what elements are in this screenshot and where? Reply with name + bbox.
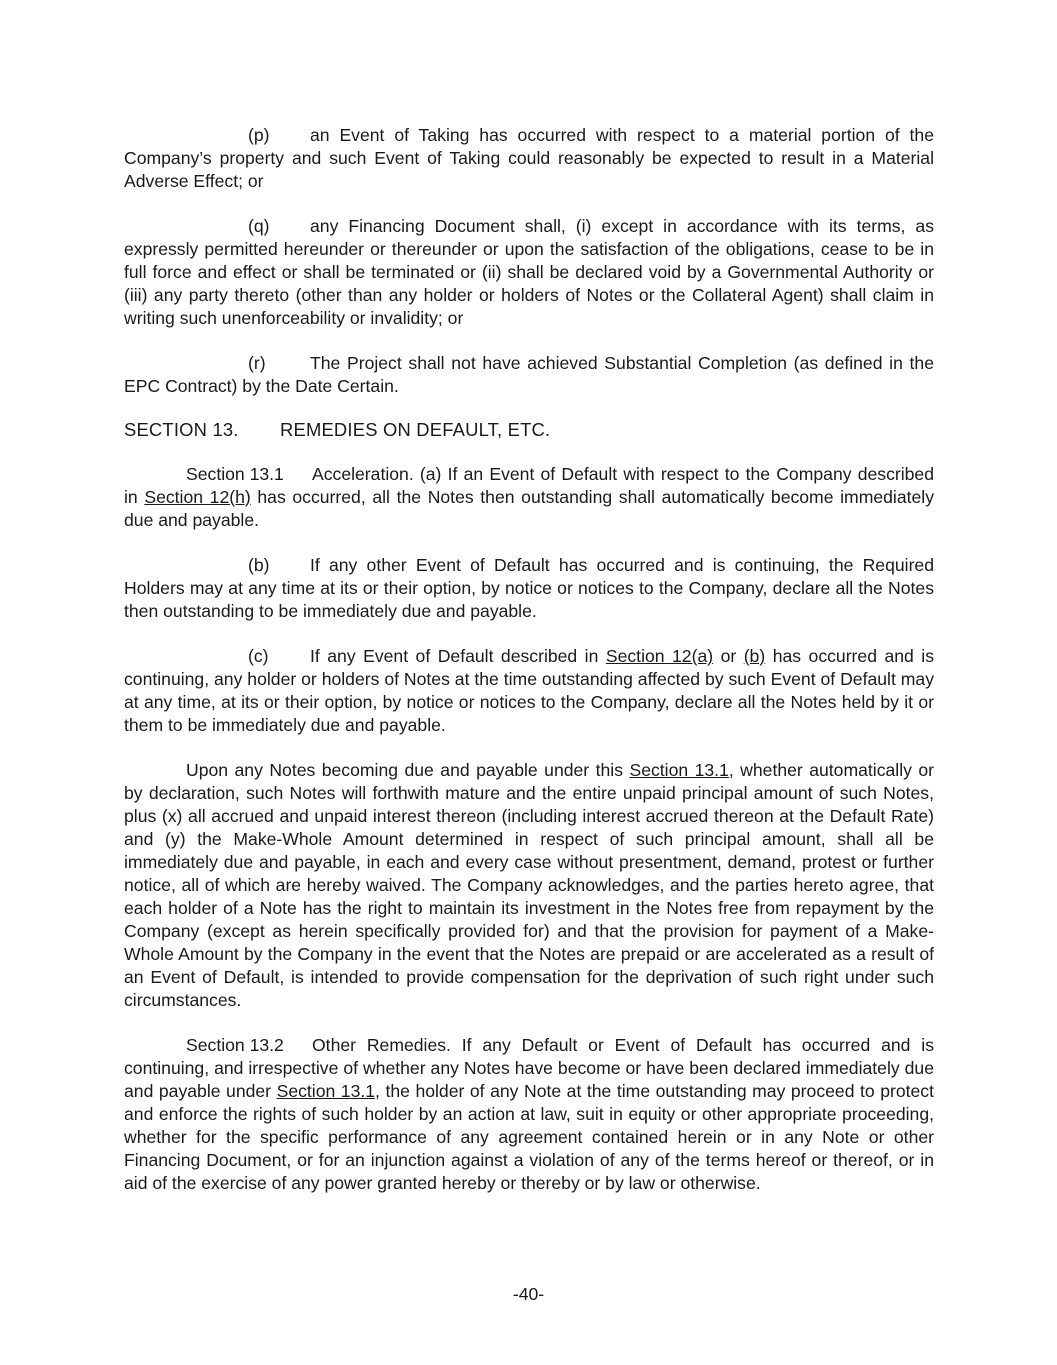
section-13-number: SECTION 13.: [124, 419, 239, 440]
section-13-1-upon-text-post: , whether automatically or by declaration, such Notes will forthwith mature and the entire unpaid principal amount of such Notes, plus (x) all accrued and unpaid interest thereon (including interest accrued thereon at the Default Rate) and (y) the Make-Whole Amount determined in respect of such principal amount, shall all be immediately due and payable, in each and every case without presentment, demand, protest or further notice, all of which are hereby waived. The Company acknowledges, and the parties hereto agree, that each holder of a Note has the right to maintain its investment in the Notes free from repayment by the Company (except as herein specifically provided for) and that the provision for payment of a Make-Whole Amount by the Company in the event that the Notes are prepaid or are accelerated as a result of an Event of Default, is intended to provide compensation for the deprivation of such right under such circumstances.: [124, 760, 934, 1010]
section-13-1-b-text: If any other Event of Default has occurred and is continuing, the Required Holders may at any time at its or their option, by notice or notices to the Company, declare all the Notes then outstanding to be immediately due and payable.: [124, 555, 934, 621]
section-13-1-b-label: (b): [248, 555, 270, 575]
clause-p-text: an Event of Taking has occurred with respect to a material portion of the Company’s property and such Event of Taking could reasonably be expected to result in a Material Adverse Effect; or: [124, 125, 934, 191]
section-13-1-c-text-pre: If any Event of Default described in: [310, 646, 606, 666]
section-13-1-link[interactable]: Section 13.1: [629, 760, 729, 780]
section-13-1-upon: [124, 759, 934, 1012]
clause-r: [124, 352, 934, 398]
section-13-heading: [124, 418, 934, 441]
section-13-1-c: [124, 645, 934, 737]
section-13-1-title: Acceleration.: [312, 464, 414, 484]
section-12b-link[interactable]: (b): [743, 646, 766, 666]
section-13-2-text-pre: If any Default or Event of Default has occurred and is continuing, and irrespective of whether any Notes have become or have been declared immediately due and payable under: [124, 1035, 934, 1101]
page-number: -40-: [512, 1284, 545, 1304]
clause-q-label: (q): [248, 216, 270, 236]
clause-r-label: (r): [248, 353, 266, 373]
clause-p: [124, 124, 934, 193]
clause-p-label: (p): [248, 125, 270, 145]
section-13-2: [124, 1034, 934, 1195]
document-page: [124, 124, 934, 1195]
clause-q: [124, 215, 934, 330]
section-13-1-c-text-mid: or: [713, 646, 744, 666]
section-13-1-c-text-post: has occurred and is continuing, any holder or holders of Notes at the time outstanding affected by such Event of Default may at any time, at its or their option, by notice or notices to the Company, declare all the Notes held by it or them to be immediately due and payable.: [124, 646, 934, 735]
section-13-1-a-text-pre: (a) If an Event of Default with respect to the Company described in: [124, 464, 934, 507]
section-13-1-a: [124, 463, 934, 532]
section-13-1-b: [124, 554, 934, 623]
section-13-2-label: Section 13.2: [186, 1035, 284, 1055]
clause-r-text: The Project shall not have achieved Substantial Completion (as defined in the EPC Contract) by the Date Certain.: [124, 353, 934, 396]
section-13-1-link-2[interactable]: Section 13.1: [276, 1081, 376, 1101]
section-13-2-text-post: , the holder of any Note at the time outstanding may proceed to protect and enforce the rights of such holder by an action at law, suit in equity or other appropriate proceeding, whether for the specific performance of any agreement contained herein or in any Note or other Financing Document, or for an injunction against a violation of any of the terms hereof or thereof, or in aid of the exercise of any power granted hereby or thereby or by law or otherwise.: [124, 1081, 934, 1193]
section-13-1-a-text-post: has occurred, all the Notes then outstanding shall automatically become immediately due and payable.: [124, 487, 935, 530]
section-13-1-upon-text-pre: Upon any Notes becoming due and payable under this: [186, 760, 630, 780]
section-13-2-title: Other Remedies.: [312, 1035, 451, 1055]
section-13-title: REMEDIES ON DEFAULT, ETC.: [280, 419, 551, 440]
section-12a-link[interactable]: Section 12(a): [605, 646, 714, 666]
section-12h-link[interactable]: Section 12(h): [144, 487, 251, 507]
clause-q-text: any Financing Document shall, (i) except in accordance with its terms, as expressly permitted hereunder or thereunder or upon the satisfaction of the obligations, cease to be in full force and effect or shall be terminated or (ii) shall be declared void by a Governmental Authority or (iii) any party thereto (other than any holder or holders of Notes or the Collateral Agent) shall claim in writing such unenforceability or invalidity; or: [124, 216, 934, 328]
section-13-1-c-label: (c): [248, 646, 269, 666]
section-13-1-label: Section 13.1: [186, 464, 284, 484]
